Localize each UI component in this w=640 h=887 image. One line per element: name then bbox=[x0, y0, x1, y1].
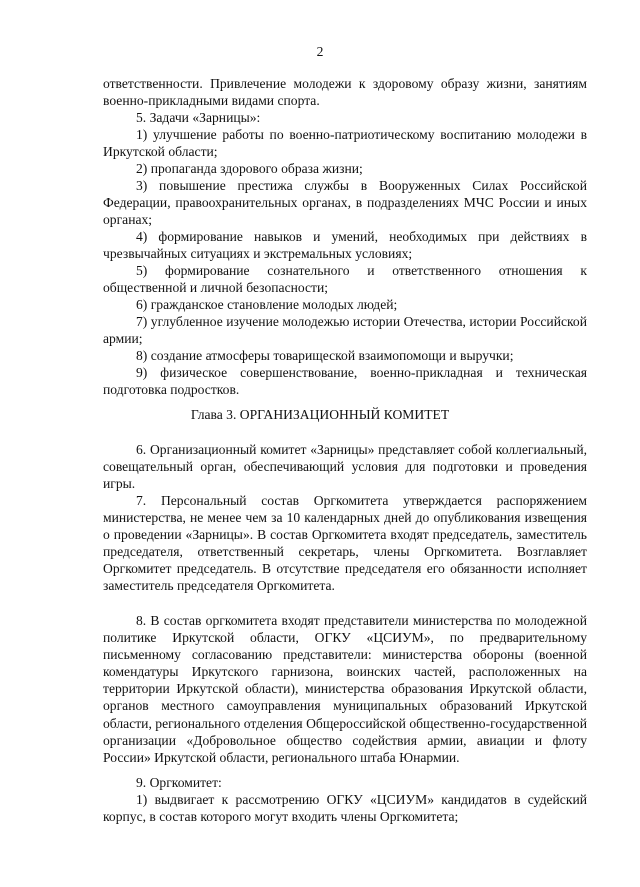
list-item-task-7: 7) углубленное изучение молодежью истории Отечества, истории Российской армии; bbox=[103, 314, 587, 347]
paragraph-clause-9: 9. Оргкомитет: bbox=[136, 775, 222, 790]
list-item-task-1: 1) улучшение работы по военно-патриотическому воспитанию молодежи в Иркутской области; bbox=[103, 127, 587, 160]
paragraph-clause-7: 7. Персональный состав Оргкомитета утверждается распоряжением министерства, не менее чем за 10 календарных дней до опубликования извещения о проведении «Зарницы». В состав Оргкомитета входят председатель, заместитель председателя, ответственный секретарь, члены Оргкомитета. Возглавляет Оргкомитет председатель. В отсутствие председателя его обязанности исполняет заместитель председателя Оргкомитета. bbox=[103, 493, 587, 594]
page-number: 2 bbox=[316, 44, 324, 59]
list-item-task-3: 3) повышение престижа службы в Вооруженных Силах Российской Федерации, правоохранительных органах, в подразделениях МЧС России и иных органах; bbox=[103, 178, 587, 228]
list-item-task-9: 9) физическое совершенствование, военно-прикладная и техническая подготовка подростков. bbox=[103, 365, 587, 398]
paragraph-responsibility: ответственности. Привлечение молодежи к здоровому образу жизни, занятиям военно-прикладными видами спорта. bbox=[103, 76, 587, 109]
paragraph-tasks-heading: 5. Задачи «Зарницы»: bbox=[136, 110, 261, 125]
list-item-task-2: 2) пропаганда здорового образа жизни; bbox=[136, 161, 363, 176]
list-item-task-4: 4) формирование навыков и умений, необходимых при действиях в чрезвычайных ситуациях и экстремальных условиях; bbox=[103, 229, 587, 262]
list-item-committee-1: 1) выдвигает к рассмотрению ОГКУ «ЦСИУМ» кандидатов в судейский корпус, в состав которого могут входить члены Оргкомитета; bbox=[103, 792, 587, 825]
paragraph-clause-8: 8. В состав оргкомитета входят представители министерства по молодежной политике Иркутской области, ОГКУ «ЦСИУМ», по предварительному письменному согласованию представители: министерства обороны (военной комендатуры Иркутского гарнизона, воинских частей, расположенных на территории Иркутской области), министерства образования Иркутской области, органов местного самоуправления муниципальных образований Иркутской области, регионального отделения Общероссийской общественно-государственной организации «Добровольное общество содействия армии, авиации и флоту России» Иркутской области, регионального штаба Юнармии. bbox=[103, 613, 587, 765]
list-item-task-6: 6) гражданское становление молодых людей; bbox=[136, 297, 398, 312]
list-item-task-8: 8) создание атмосферы товарищеской взаимопомощи и выручки; bbox=[136, 348, 514, 363]
paragraph-clause-6: 6. Организационный комитет «Зарницы» представляет собой коллегиальный, совещательный орган, обеспечивающий условия для подготовки и проведения игры. bbox=[103, 442, 587, 492]
chapter-heading: Глава 3. ОРГАНИЗАЦИОННЫЙ КОМИТЕТ bbox=[190, 407, 450, 422]
list-item-task-5: 5) формирование сознательного и ответственного отношения к общественной и личной безопасности; bbox=[103, 263, 587, 296]
